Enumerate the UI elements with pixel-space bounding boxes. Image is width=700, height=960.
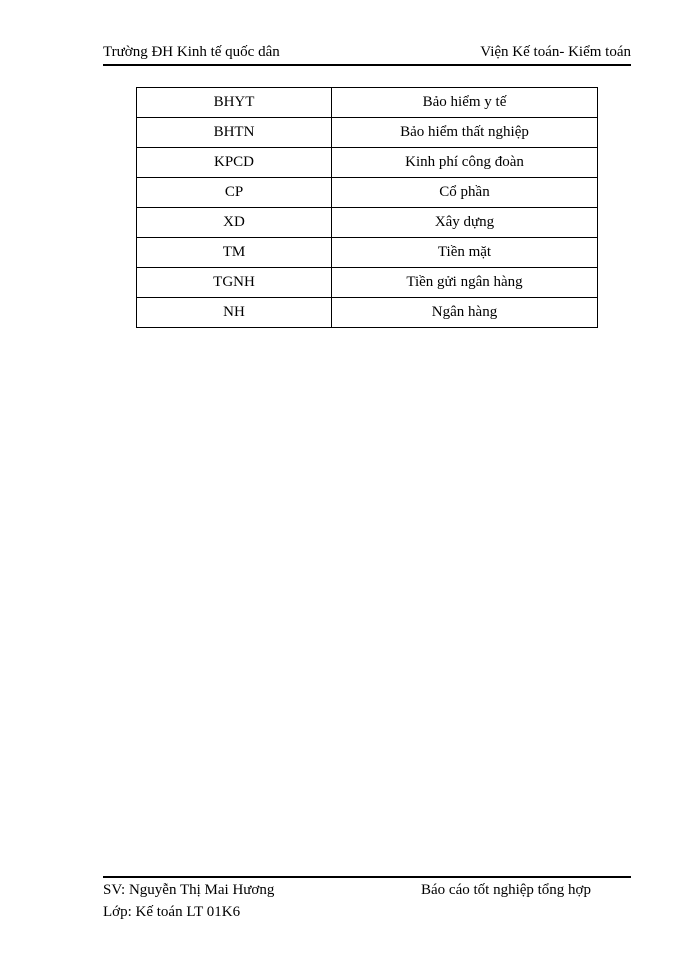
abbr-meaning: Kinh phí công đoàn	[332, 148, 598, 178]
table-row	[137, 178, 598, 208]
table-row	[137, 268, 598, 298]
page-header	[103, 42, 631, 66]
abbr-meaning: Xây dựng	[332, 208, 598, 238]
abbr-code: BHTN	[137, 118, 332, 148]
table-row	[137, 118, 598, 148]
abbr-meaning: Ngân hàng	[332, 298, 598, 328]
abbr-code: KPCD	[137, 148, 332, 178]
table-row	[137, 298, 598, 328]
footer-report-title: Báo cáo tốt nghiệp tổng hợp	[421, 882, 591, 898]
header-institute: Viện Kế toán- Kiểm toán	[480, 44, 631, 60]
abbr-code: BHYT	[137, 88, 332, 118]
page-footer	[103, 876, 631, 926]
abbr-meaning: Cổ phần	[332, 178, 598, 208]
abbr-code: CP	[137, 178, 332, 208]
table-row	[137, 238, 598, 268]
abbr-meaning: Bảo hiểm y tế	[332, 88, 598, 118]
table-row	[137, 148, 598, 178]
abbr-meaning: Tiền gửi ngân hàng	[332, 268, 598, 298]
abbr-code: TGNH	[137, 268, 332, 298]
footer-student: SV: Nguyễn Thị Mai Hương	[103, 882, 275, 898]
abbreviation-table	[136, 87, 598, 328]
abbr-meaning: Bảo hiểm thất nghiệp	[332, 118, 598, 148]
table-row	[137, 208, 598, 238]
table-row	[137, 88, 598, 118]
footer-class: Lớp: Kế toán LT 01K6	[103, 904, 241, 920]
header-school: Trường ĐH Kinh tế quốc dân	[103, 44, 280, 60]
abbr-meaning: Tiền mặt	[332, 238, 598, 268]
abbr-code: TM	[137, 238, 332, 268]
abbr-code: NH	[137, 298, 332, 328]
abbr-code: XD	[137, 208, 332, 238]
